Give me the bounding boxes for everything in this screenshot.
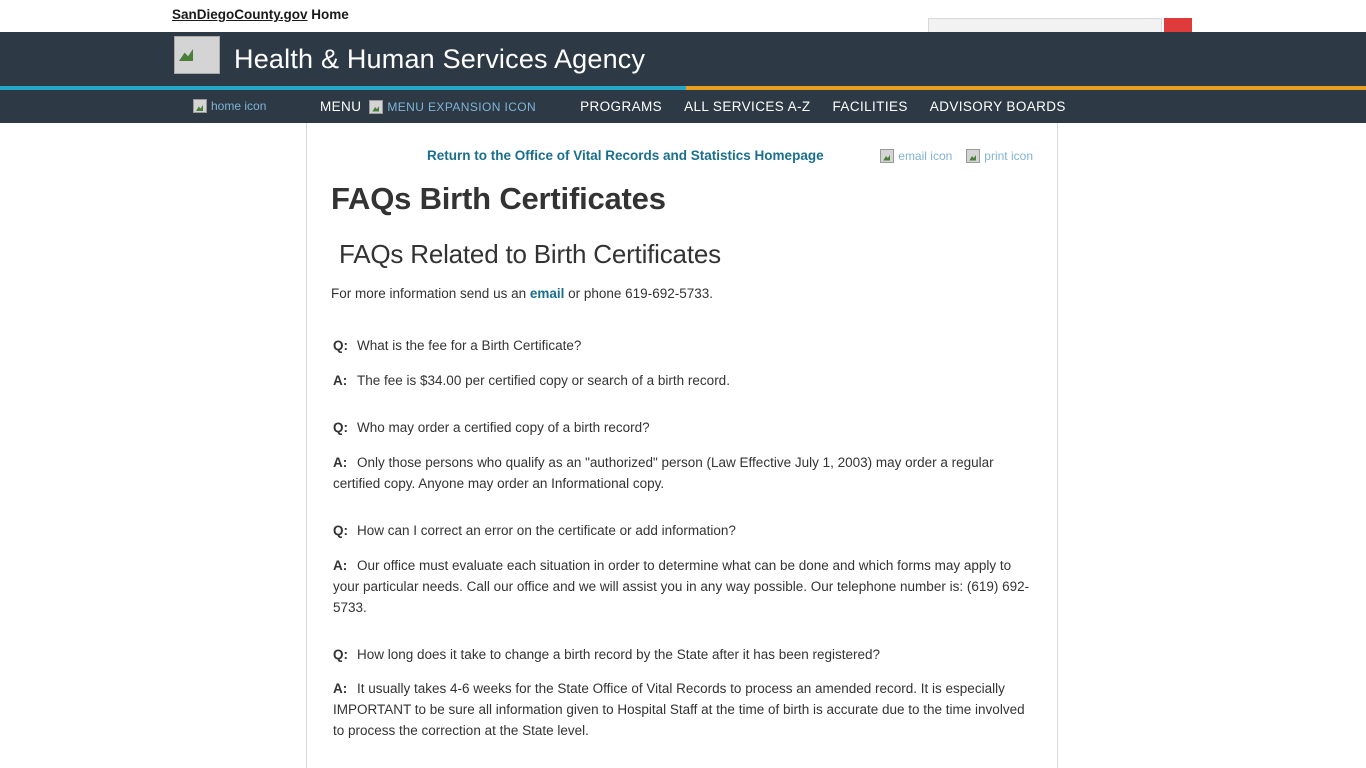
faq-item bbox=[331, 645, 1033, 743]
answer-tag: A: bbox=[333, 373, 348, 389]
main-navigation bbox=[0, 90, 1366, 123]
email-icon-alt: email icon bbox=[898, 148, 953, 163]
faq-item bbox=[331, 418, 1033, 495]
answer-tag: A: bbox=[333, 557, 348, 573]
email-icon[interactable] bbox=[880, 149, 952, 163]
intro-text-after: or phone 619-692-5733. bbox=[564, 286, 713, 301]
faq-answer-text: Our office must evaluate each situation in order to determine what can be done and which forms may apply to your particular needs. Call our office and we will assist you in any way possible. Our telephone number is: (619) 692-5733. bbox=[333, 557, 1030, 615]
return-to-vital-records-link[interactable]: Return to the Office of Vital Records and Statistics Homepage bbox=[427, 148, 824, 163]
faq-answer-text: It usually takes 4-6 weeks for the State Office of Vital Records to process an amended record. It is especially IMPORTANT to be sure all information given to Hospital Staff at the time of birth is accurate due to the time involved to process the correction at the State level. bbox=[333, 681, 1025, 739]
content-column bbox=[306, 123, 1058, 768]
nav-item-all-services[interactable]: ALL SERVICES A-Z bbox=[684, 99, 811, 114]
home-icon-alt: home icon bbox=[211, 99, 267, 113]
page-body bbox=[0, 123, 1366, 768]
question-tag: Q: bbox=[333, 338, 349, 354]
page-utility-row bbox=[331, 123, 1033, 163]
nav-item-programs[interactable]: PROGRAMS bbox=[580, 99, 663, 114]
nav-item-menu[interactable]: MENU bbox=[320, 99, 362, 114]
nav-item-facilities[interactable]: FACILITIES bbox=[832, 99, 908, 114]
faq-question-text: Who may order a certified copy of a birth record? bbox=[357, 420, 650, 436]
answer-tag: A: bbox=[333, 681, 348, 697]
intro-paragraph bbox=[331, 284, 1033, 304]
faq-question bbox=[331, 418, 1033, 439]
site-banner bbox=[0, 32, 1366, 86]
faq-answer bbox=[331, 453, 1033, 495]
county-logo-icon bbox=[174, 36, 220, 74]
section-title: FAQs Related to Birth Certificates bbox=[339, 239, 721, 269]
agency-title: Health & Human Services Agency bbox=[234, 44, 646, 74]
faq-list bbox=[331, 336, 1033, 742]
faq-question bbox=[331, 645, 1033, 666]
faq-item bbox=[331, 336, 1033, 392]
menu-expansion-label: MENU EXPANSION ICON bbox=[387, 99, 537, 114]
print-icon[interactable] bbox=[966, 149, 1033, 163]
faq-answer-text: The fee is $34.00 per certified copy or search of a birth record. bbox=[357, 373, 730, 389]
faq-answer bbox=[331, 679, 1033, 742]
faq-answer bbox=[331, 556, 1033, 619]
faq-answer bbox=[331, 371, 1033, 392]
faq-answer-text: Only those persons who qualify as an "authorized" person (Law Effective July 1, 2003) may order a regular certified copy. Anyone may order an Informational copy. bbox=[333, 455, 994, 491]
faq-question-text: How long does it take to change a birth record by the State after it has been registered? bbox=[357, 646, 881, 662]
menu-expansion-icon[interactable] bbox=[369, 100, 558, 114]
answer-tag: A: bbox=[333, 455, 348, 471]
page-title: FAQs Birth Certificates bbox=[331, 181, 666, 216]
intro-text-before: For more information send us an bbox=[331, 286, 530, 301]
print-icon-alt: print icon bbox=[984, 148, 1033, 163]
faq-item bbox=[331, 521, 1033, 619]
faq-question bbox=[331, 336, 1033, 357]
question-tag: Q: bbox=[333, 646, 349, 662]
question-tag: Q: bbox=[333, 420, 349, 436]
home-icon[interactable] bbox=[193, 99, 266, 113]
utility-bar bbox=[0, 0, 1366, 32]
sandiegocounty-link-text: SanDiegoCounty.gov bbox=[172, 7, 308, 22]
sandiegocounty-home-link[interactable] bbox=[172, 7, 349, 22]
home-label: Home bbox=[307, 7, 349, 22]
nav-item-advisory-boards[interactable]: ADVISORY BOARDS bbox=[929, 99, 1066, 114]
faq-question-text: How can I correct an error on the certificate or add information? bbox=[357, 522, 736, 538]
faq-question bbox=[331, 521, 1033, 542]
email-link[interactable]: email bbox=[529, 286, 565, 301]
question-tag: Q: bbox=[333, 522, 349, 538]
faq-question-text: What is the fee for a Birth Certificate? bbox=[357, 338, 582, 354]
